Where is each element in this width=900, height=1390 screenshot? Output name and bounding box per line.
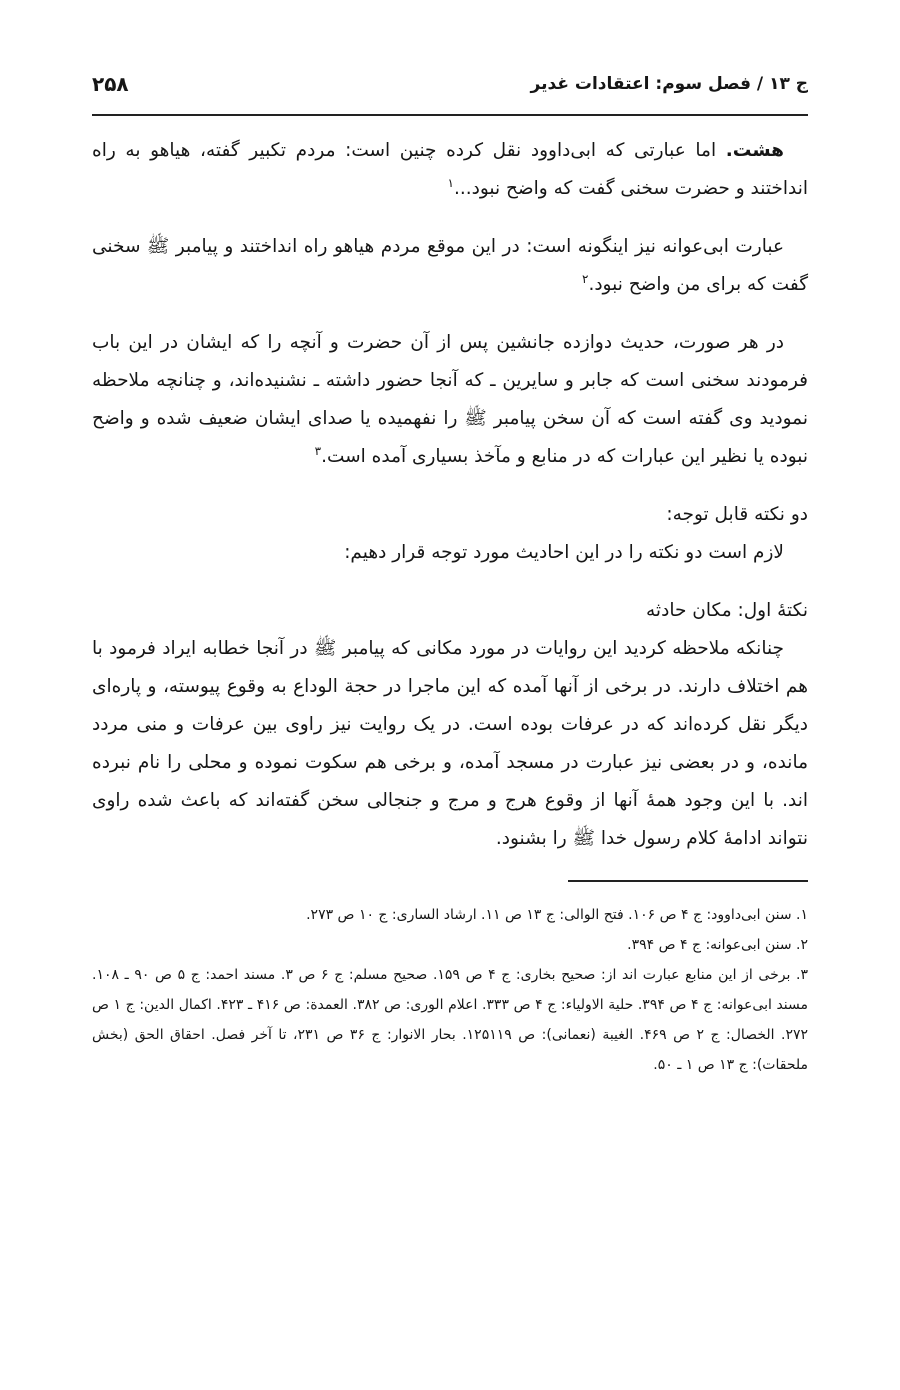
book-page xyxy=(92,62,808,1080)
paragraph-2 xyxy=(92,228,808,304)
running-title: ج ۱۳ / فصل سوم: اعتقادات غدیر xyxy=(530,74,808,94)
body-text xyxy=(92,132,808,858)
footnote-ref-1[interactable]: ۱ xyxy=(447,175,454,190)
paragraph-4: لازم است دو نکته را در این احادیث مورد توجه قرار دهیم: xyxy=(344,542,784,563)
paragraph-2-text: عبارت ابی‌عوانه نیز اینگونه است: در این موقع مردم هیاهو راه انداختند و پیامبر ﷺ سخنی گفت که برای من واضح نبود. xyxy=(92,236,808,295)
footnote-ref-2[interactable]: ۲ xyxy=(581,271,589,286)
paragraph-1 xyxy=(92,132,808,208)
heading-first-point: نکتهٔ اول: مکان حادثه xyxy=(646,600,808,621)
page-header xyxy=(92,62,808,106)
header-rule xyxy=(92,114,808,116)
footnote-ref-3[interactable]: ۳ xyxy=(314,443,322,458)
footnote-2: ۲. سنن ابی‌عوانه: ج ۴ ص ۳۹۴. xyxy=(627,937,808,953)
footnote-rule xyxy=(568,880,808,882)
paragraph-1-text: اما عبارتی که ابی‌داوود نقل کرده چنین است: مردم تکبیر گفته، هیاهو به راه انداختند و حضرت سخنی گفت که واضح نبود... xyxy=(92,140,808,199)
paragraph-3-text: در هر صورت، حدیث دوازده جانشین پس از آن حضرت و آنچه را که ایشان در این باب فرمودند سخنی است که جابر و سایرین ـ که آنجا حضور داشته ـ نشنیده‌اند، و چنانچه ملاحظه نمودید وی گفته است که آن سخن پیامبر ﷺ را نفهمیده یا صدای ایشان ضعیف شده و واضح نبوده یا نظیر این عبارات که در منابع و مآخذ بسیاری آمده است. xyxy=(92,332,808,467)
page-number: ۲۵۸ xyxy=(92,72,129,96)
section-lead: هشت. xyxy=(725,140,784,161)
footnotes xyxy=(92,900,808,1080)
paragraph-5: چنانکه ملاحظه کردید این روایات در مورد مکانی که پیامبر ﷺ در آنجا خطابه ایراد فرمود با هم اختلاف دارند. در برخی از آنها آمده که این ماجرا در حجة الوداع به وقوع پیوسته، و پاره‌ای دیگر نقل کرده‌اند که در عرفات بوده است. در یک روایت نیز راوی بین عرفات و منی مردد مانده، و در بعضی نیز عبارت در مسجد آمده، و برخی هم سکوت نموده و محلی را نام نبرده اند. با این وجود همهٔ آنها از وقوع هرج و مرج و جنجالی سخن گفته‌اند که باعث شده راوی نتواند ادامهٔ کلام رسول خدا ﷺ را بشنود. xyxy=(92,638,808,849)
paragraph-3 xyxy=(92,324,808,476)
heading-two-points: دو نکته قابل توجه: xyxy=(666,504,808,525)
footnote-3: ۳. برخی از این منابع عبارت اند از: صحیح بخاری: ج ۴ ص ۱۵۹. صحیح مسلم: ج ۶ ص ۳. مسند احمد: ج ۵ ص ۹۰ ـ ۱۰۸. مسند ابی‌عوانه: ج ۴ ص ۳۹۴. حلیة الاولیاء: ج ۴ ص ۳۳۳. اعلام الوری: ص ۳۸۲. العمدة: ص ۴۱۶ ـ ۴۲۳. اکمال الدین: ج ۱ ص ۲۷۲. الخصال: ج ۲ ص ۴۶۹. الغیبة (نعمانی): ص ۱۲۵۱۱۹. بحار الانوار: ج ۳۶ ص ۲۳۱، تا آخر فصل. احقاق الحق (بخش ملحقات): ج ۱۳ ص ۱ ـ ۵۰. xyxy=(92,967,809,1073)
footnote-1: ۱. سنن ابی‌داوود: ج ۴ ص ۱۰۶. فتح الوالی: ج ۱۳ ص ۱۱. ارشاد الساری: ج ۱۰ ص ۲۷۳. xyxy=(306,907,808,923)
